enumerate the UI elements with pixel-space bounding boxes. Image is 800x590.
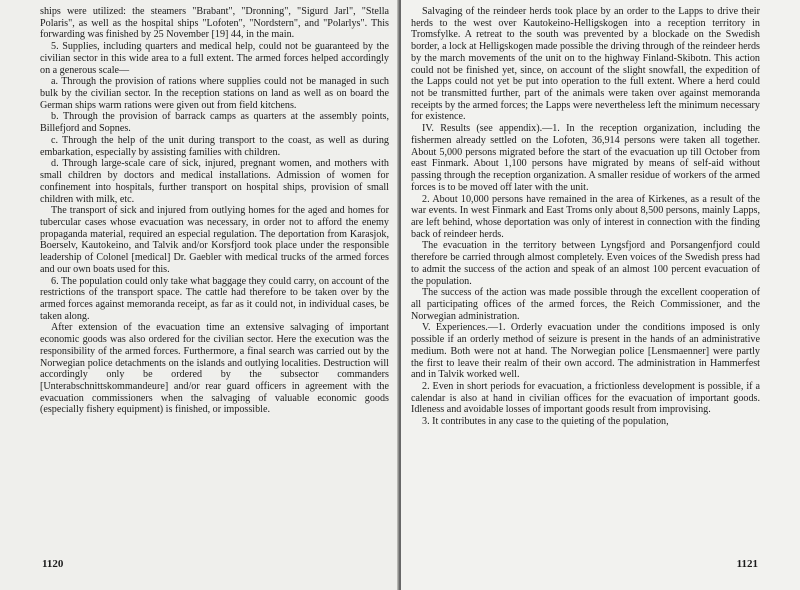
paragraph: IV. Results (see appendix).—1. In the reception organization, including the fishermen already settled on the Lofoten, 36,914 persons were taken all together. About 5,000 persons migrated before the start of the evacuation up till October from east Finmark. About 1,100 persons have migrated by means of self-aid without passing through the reception organization. A smaller residue of workers of the armed forces is to be moved off later with the unit. — [411, 123, 760, 193]
paragraph: The success of the action was made possible through the excellent cooperation of all participating offices of the armed forces, the Reich Commissioner, and the Norwegian administration. — [411, 287, 760, 322]
paragraph: c. Through the help of the unit during transport to the coast, as well as during embarkation, especially by assisting families with children. — [40, 134, 389, 158]
right-page — [401, 0, 800, 590]
paragraph: 6. The population could only take what baggage they could carry, on account of the restrictions of the transport space. The cattle had therefore to be taken over by the armed forces against memoranda receipt, as far as it could not, in individual cases, be taken along. — [40, 275, 389, 322]
paragraph: d. Through large-scale care of sick, injured, pregnant women, and mothers with small children by doctors and medical installations. Admission of women for confinement into hospitals, further transport on hospital ships, provision of small children with milk, etc. — [40, 158, 389, 205]
right-page-text — [411, 6, 760, 428]
left-page-text — [40, 6, 389, 416]
page-number: 1121 — [736, 558, 758, 570]
page-number: 1120 — [42, 558, 64, 570]
paragraph: The evacuation in the territory between Lyngsfjord and Porsangenfjord could therefore be carried through almost completely. Even voices of the Swedish press had to admit the success of the action and speak of an almost 100 percent evacuation of the population. — [411, 240, 760, 287]
left-page — [0, 0, 399, 590]
paragraph: The transport of sick and injured from outlying homes for the aged and homes for tubercular cases whose evacuation was necessary, in order not to afford the enemy propaganda material, required an especial regulation. The deportation from Karasjok, Boerselv, Kautokeino, and Talvik and/or Korsfjord took place under the responsible leadership of Colonel [medical] Dr. Gaebler with medical trucks of the armed forces and our own boats used for this. — [40, 205, 389, 275]
paragraph: a. Through the provision of rations where supplies could not be managed in such bulk by the civilian sector. In the reception stations on land as well as on board the German ships warm rations were given out from field kitchens. — [40, 76, 389, 111]
paragraph: 2. Even in short periods for evacuation, a frictionless development is possible, if a calendar is also at hand in civilian offices for the evacuation of important goods. Idleness and avoidable losses of important goods result from improvising. — [411, 381, 760, 416]
paragraph: 5. Supplies, including quarters and medical help, could not be guaranteed by the civilian sector in this wide area to a full extent. The armed forces helped accordingly on a generous scale— — [40, 41, 389, 76]
paragraph: Salvaging of the reindeer herds took place by an order to the Lapps to drive their herds to the west over Kautokeino-Helligskogen into a reception territory in Tromsfylke. A retreat to the south was prevented by a blockade on the Swedish border, a lock at Helligskogen made possible the driving through of the reindeer herds by the march movements of the unit on to the highway Finland-Skibotn. This action could not be finished yet, since, on account of the slight snowfall, the expedition of the Lapps could not yet be put into operation to the full extent. Where a herd could not be transmitted further, part of the animals were taken over against memoranda receipts by the armed forces; the Lapps were nevertheless left the minimum necessary for existence. — [411, 6, 760, 123]
paragraph: 2. About 10,000 persons have remained in the area of Kirkenes, as a result of the war events. In west Finmark and East Troms only about 8,500 persons, mainly Lapps, are left behind, whose deportation was only of interest in connection with the finding back of reindeer herds. — [411, 193, 760, 240]
paragraph: V. Experiences.—1. Orderly evacuation under the conditions imposed is only possible if an orderly method of seizure is present in the hands of an administrative medium. Both were not at hand. The Norwegian police [Lensmaenner] were partly the first to leave their realm of their own accord. The administration in Hammerfest and in Talvik worked well. — [411, 322, 760, 381]
paragraph: After extension of the evacuation time an extensive salvaging of important economic goods was also ordered for the civilian sector. Here the execution was the responsibility of the armed forces. Furthermore, a final search was carried out by the Norwegian police detachments on the islands and outlying localities. Destruction will accordingly only be ordered by the subsector commanders [Unterabschnittskommandeure] and/or rear guard officers in agreement with the evacuation commissioners when the salvaging of valuable economic goods (especially fishery equipment) is finished, or impossible. — [40, 322, 389, 416]
paragraph: ships were utilized: the steamers "Brabant", "Dronning", "Sigurd Jarl", "Stella Polaris", as well as the hospital ships "Lofoten", "Nordstern", and "Polarlys". This forwarding was finished by 25 November [19] 44, in the main. — [40, 6, 389, 41]
paragraph: b. Through the provision of barrack camps as quarters at the assembly points, Billefjord and Sopnes. — [40, 111, 389, 135]
paragraph: 3. It contributes in any case to the quieting of the population, — [422, 416, 669, 428]
